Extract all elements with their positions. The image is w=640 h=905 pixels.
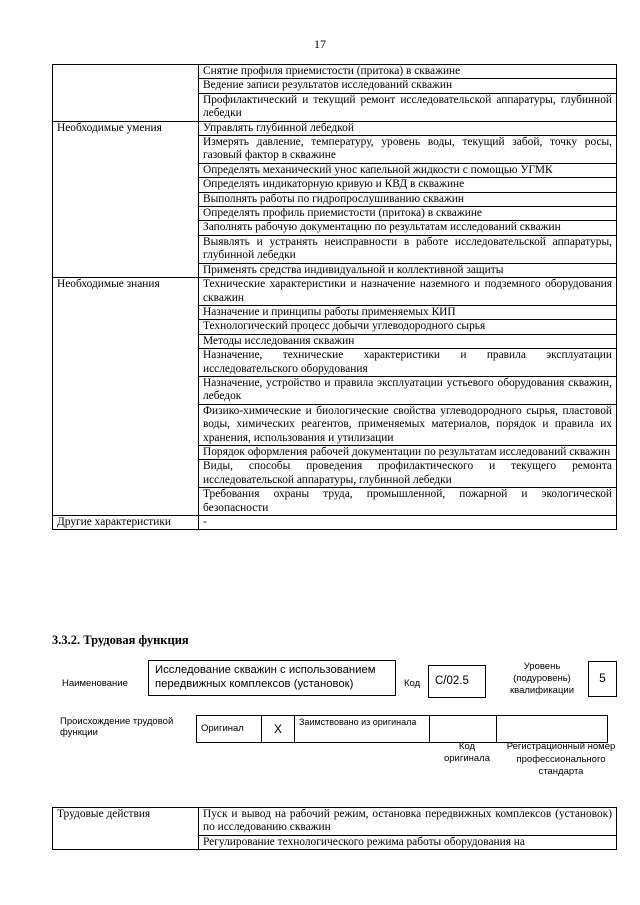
qualification-level-label: Уровень (подуровень) квалификации — [509, 661, 575, 696]
row-item: Методы исследования скважин — [199, 334, 617, 348]
section-title: 3.3.2. Трудовая функция — [52, 633, 189, 647]
row-item: Определять индикаторную кривую и КВД в скважине — [199, 178, 617, 192]
row-item: Виды, способы проведения профилактического и текущего ремонта исследовательской аппаратуры, глубинной лебедки — [199, 460, 617, 488]
function-name-box: Исследование скважин с использованием передвижных комплексов (установок) — [148, 660, 396, 696]
row-item: Физико-химические и биологические свойства углеводородного сырья, пластовой воды, химических реагентов, применяемых материалов, порядок и правила их хранения, использования и утилизации — [199, 404, 617, 445]
page-number: 17 — [314, 37, 326, 51]
row-item: Управлять глубинной лебедкой — [199, 121, 617, 135]
row-item: Технологический процесс добычи углеводородного сырья — [199, 320, 617, 334]
table-row — [53, 808, 617, 836]
row-item: Определять профиль приемистости (притока) в скважине — [199, 207, 617, 221]
row-item: Применять средства индивидуальной и коллективной защиты — [199, 263, 617, 277]
row-item: Измерять давление, температуру, уровень воды, текущий забой, точку росы, газовый фактор в скважине — [199, 136, 617, 164]
origin-table — [196, 715, 608, 743]
original-mark: X — [262, 716, 295, 743]
row-item: - — [199, 516, 617, 530]
name-label: Наименование — [62, 678, 128, 689]
reg-number-label: Регистрационный номер профессионального стандарта — [506, 741, 616, 777]
row-label: Другие характеристики — [53, 516, 199, 530]
table-row — [53, 278, 617, 306]
reg-number-cell — [497, 716, 608, 743]
code-original-cell — [430, 716, 497, 743]
code-label: Код — [404, 678, 421, 689]
row-item: Регулирование технологического режима работы оборудования на — [199, 835, 617, 849]
row-item: Снятие профиля приемистости (притока) в скважине — [199, 65, 617, 79]
table-row — [53, 121, 617, 135]
row-item: Порядок оформления рабочей документации по результатам исследований скважин — [199, 445, 617, 459]
row-item: Пуск и вывод на рабочий режим, остановка передвижных комплексов (установок) по исследованию скважин — [199, 808, 617, 836]
table-row — [53, 516, 617, 530]
qualification-level-value: 5 — [588, 661, 617, 697]
labor-actions-table — [52, 807, 617, 850]
row-item: Назначение и принципы работы применяемых КИП — [199, 305, 617, 319]
row-item: Назначение, устройство и правила эксплуатации устьевого оборудования скважин, лебедок — [199, 376, 617, 404]
row-label — [53, 65, 199, 122]
row-item: Ведение записи результатов исследований скважин — [199, 79, 617, 93]
row-label: Необходимые знания — [53, 278, 199, 516]
row-label: Трудовые действия — [53, 808, 199, 850]
row-item: Определять механический унос капельной жидкости с помощью УГМК — [199, 163, 617, 177]
origin-label: Происхождение трудовой функции — [60, 716, 174, 738]
row-item: Требования охраны труда, промышленной, пожарной и экологической безопасности — [199, 488, 617, 516]
row-item: Профилактический и текущий ремонт исследовательской аппаратуры, глубинной лебедки — [199, 93, 617, 121]
table-row — [53, 65, 617, 79]
borrowed-label: Заимствовано из оригинала — [295, 716, 430, 743]
original-label: Оригинал — [197, 716, 262, 743]
row-item: Заполнять рабочую документацию по результатам исследований скважин — [199, 221, 617, 235]
row-item: Выполнять работы по гидропрослушиванию скважин — [199, 192, 617, 206]
row-item: Выявлять и устранять неисправности в работе исследовательской аппаратуры, глубинной лебедки — [199, 235, 617, 263]
row-item: Технические характеристики и назначение наземного и подземного оборудования скважин — [199, 278, 617, 306]
row-label: Необходимые умения — [53, 121, 199, 277]
code-original-label: Код оригинала — [443, 741, 490, 764]
requirements-table — [52, 64, 617, 530]
code-value: C/02.5 — [428, 665, 486, 698]
row-item: Назначение, технические характеристики и правила эксплуатации исследовательского оборудования — [199, 349, 617, 377]
